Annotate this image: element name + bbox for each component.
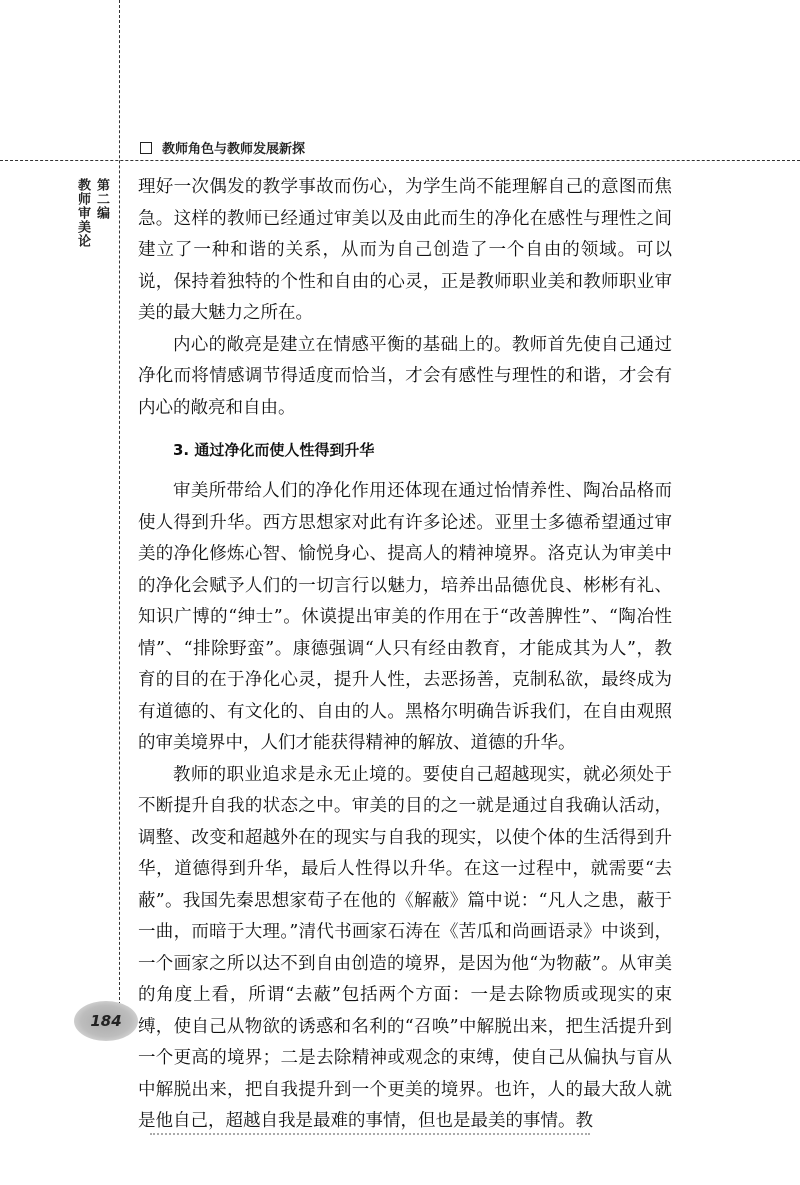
running-header-title: 教师角色与教师发展新探 <box>162 142 306 157</box>
paragraph: 审美所带给人们的净化作用还体现在通过怡情养性、陶冶品格而使人得到升华。西方思想家对此有许多论述。亚里士多德希望通过审美的净化修炼心智、愉悦身心、提高人的精神境界。洛克认为审美中的净化会赋予人们的一切言行以魅力，培养出品德优良、彬彬有礼、知识广博的“绅士”。休谟提出审美的作用在于“改善脾性”、“陶冶性情”、“排除野蛮”。康德强调“人只有经由教育，才能成其为人”，教育的目的在于净化心灵，提升人性，去恶扬善，克制私欲，最终成为有道德的、有文化的、自由的人。黑格尔明确告诉我们，在自由观照的审美境界中，人们才能获得精神的解放、道德的升华。 <box>138 481 672 753</box>
paragraph: 内心的敞亮是建立在情感平衡的基础上的。教师首先使自己通过净化而将情感调节得适度而恰当，才会有感性与理性的和谐，才会有内心的敞亮和自由。 <box>138 334 672 418</box>
paragraph: 教师的职业追求是永无止境的。要使自己超越现实，就必须处于不断提升自我的状态之中。审美的目的之一就是通过自我确认活动，调整、改变和超越外在的现实与自我的现实，以使个体的生活得到升华，道德得到升华，最后人性得以升华。在这一过程中，就需要“去蔽”。我国先秦思想家荀子在他的《解蔽》篇中说：“凡人之患，蔽于一曲，而暗于大理。”清代书画家石涛在《苦瓜和尚画语录》中谈到，一个画家之所以达不到自由创造的境界，是因为他“为物蔽”。从审美的角度上看，所谓“去蔽”包括两个方面：一是去除物质或现实的束缚，使自己从物欲的诱惑和名利的“召唤”中解脱出来，把生活提升到一个更高的境界；二是去除精神或观念的束缚，使自己从偏执与盲从中解脱出来，把自我提升到一个更美的境界。也许，人的最大敌人就是他自己，超越自我是最难的事情，但也是最美的事情。教 <box>138 764 672 1131</box>
header-dashed-horizontal-line <box>0 160 800 161</box>
section-heading: 3. 通过净化而使人性得到升华 <box>173 441 375 459</box>
page-number: 184 <box>90 1012 122 1030</box>
side-label-title: 教师审美论 <box>75 178 90 248</box>
square-bullet-icon <box>140 142 152 154</box>
paragraph-continued: 理好一次偶发的教学事故而伤心，为学生尚不能理解自己的意图而焦急。这样的教师已经通过审美以及由此而生的净化在感性与理性之间建立了一种和谐的关系，从而为自己创造了一个自由的领域。可以说，保持着独特的个性和自由的心灵，正是教师职业美和教师职业审美的最大魅力之所在。 <box>138 177 672 323</box>
margin-dashed-vertical-line <box>119 0 120 1010</box>
scan-artifact-specks <box>150 1133 590 1138</box>
page-number-badge <box>74 1001 138 1041</box>
running-header <box>140 138 305 157</box>
side-label-part: 第二编 <box>94 178 109 220</box>
side-section-label <box>75 178 111 248</box>
page-body <box>138 172 672 1138</box>
